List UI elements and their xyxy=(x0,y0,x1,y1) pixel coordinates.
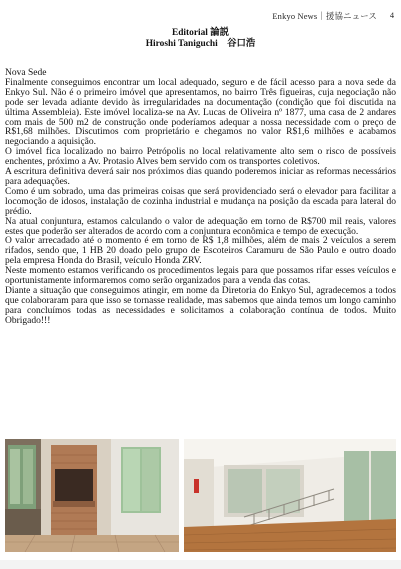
photo-strip xyxy=(5,439,396,552)
interior-photo-barbecue-corner xyxy=(5,439,179,552)
editorial-heading xyxy=(0,28,401,50)
paragraph: Na atual conjuntura, estamos calculando o valor de adequação em torno de R$700 mil reais, valores estes que poderão ser alterados de acordo com a conjuntura econômica e tempo de execução. xyxy=(5,216,396,237)
paragraph: A escritura definitiva deverá sair nos próximos dias quando poderemos iniciar as reformas necessários para adequações. xyxy=(5,167,396,187)
paragraph: Diante a situação que conseguimos atingir, em nome da Diretoria do Enkyo Sul, agradecemos a todos que colaboraram para que isso se tornasse realidade, mas sabemos que ainda temos um longo caminho para concluímos todas as necessidades e solicitamos a colaboração contínua de todos. Muito Obrigado!!! xyxy=(5,285,396,326)
article-body xyxy=(5,69,396,327)
paragraph: O imóvel fica localizado no bairro Petrópolis no local relativamente alto sem o risco de possíveis enchentes, próximo a Av. Protasio Alves bem servido com os transportes coletivos. xyxy=(5,147,396,168)
editorial-title: Editorial 論説 xyxy=(171,28,230,38)
interior-photo-hall-staircase xyxy=(184,439,396,552)
page-header xyxy=(0,8,401,24)
page-number: 4 xyxy=(389,11,394,20)
page-footer-band xyxy=(0,560,401,569)
paragraph: Neste momento estamos verificando os procedimentos legais para que possamos rifar esses veículos e oportunistamente informaremos como serão organizados para a venda das cotas. xyxy=(5,266,396,287)
running-title: Enkyo News｜援協ニュース xyxy=(272,12,377,21)
author-name: Hiroshi Taniguchi 谷口浩 xyxy=(145,39,256,49)
paragraph: Finalmente conseguimos encontrar um local adequado, seguro e de fácil acesso para a nova sede da Enkyo Sul. Não é o primeiro imóvel que apresentamos, no bairro Três figueiras, cuja negociação não pode ser levada adiante devido às irregularidades na documentação (condição que foi discutida na última Assembleia). Este imóvel localiza-se na Av. Lucas de Oliveira nº 1877, uma casa de 2 andares com mais de 500 m2 de construção onde poderíamos adequar a nossa necessidade com o preço de R$1,68 milhões. Discutimos com proprietário e chegamos no valor R$1,6 milhões e acabamos negociando a aquisição. xyxy=(5,77,396,148)
paragraph: O valor arrecadado até o momento é em torno de R$ 1,8 milhões, além de mais 2 veículos a serem rifados, sendo que, 1 HB 20 doado pelo grupo de Escoteiros Caramuru de São Paulo e outro doado pela empresa Honda do Brasil, veículo Honda ZRV. xyxy=(5,236,396,267)
section-heading: Nova Sede xyxy=(5,68,47,78)
paragraph: Como é um sobrado, uma das primeiras coisas que será providenciado será o elevador para facilitar a locomoção de idosos, instalação de cozinha industrial e mudança na posição da escada para lateral do prédio. xyxy=(5,186,396,217)
